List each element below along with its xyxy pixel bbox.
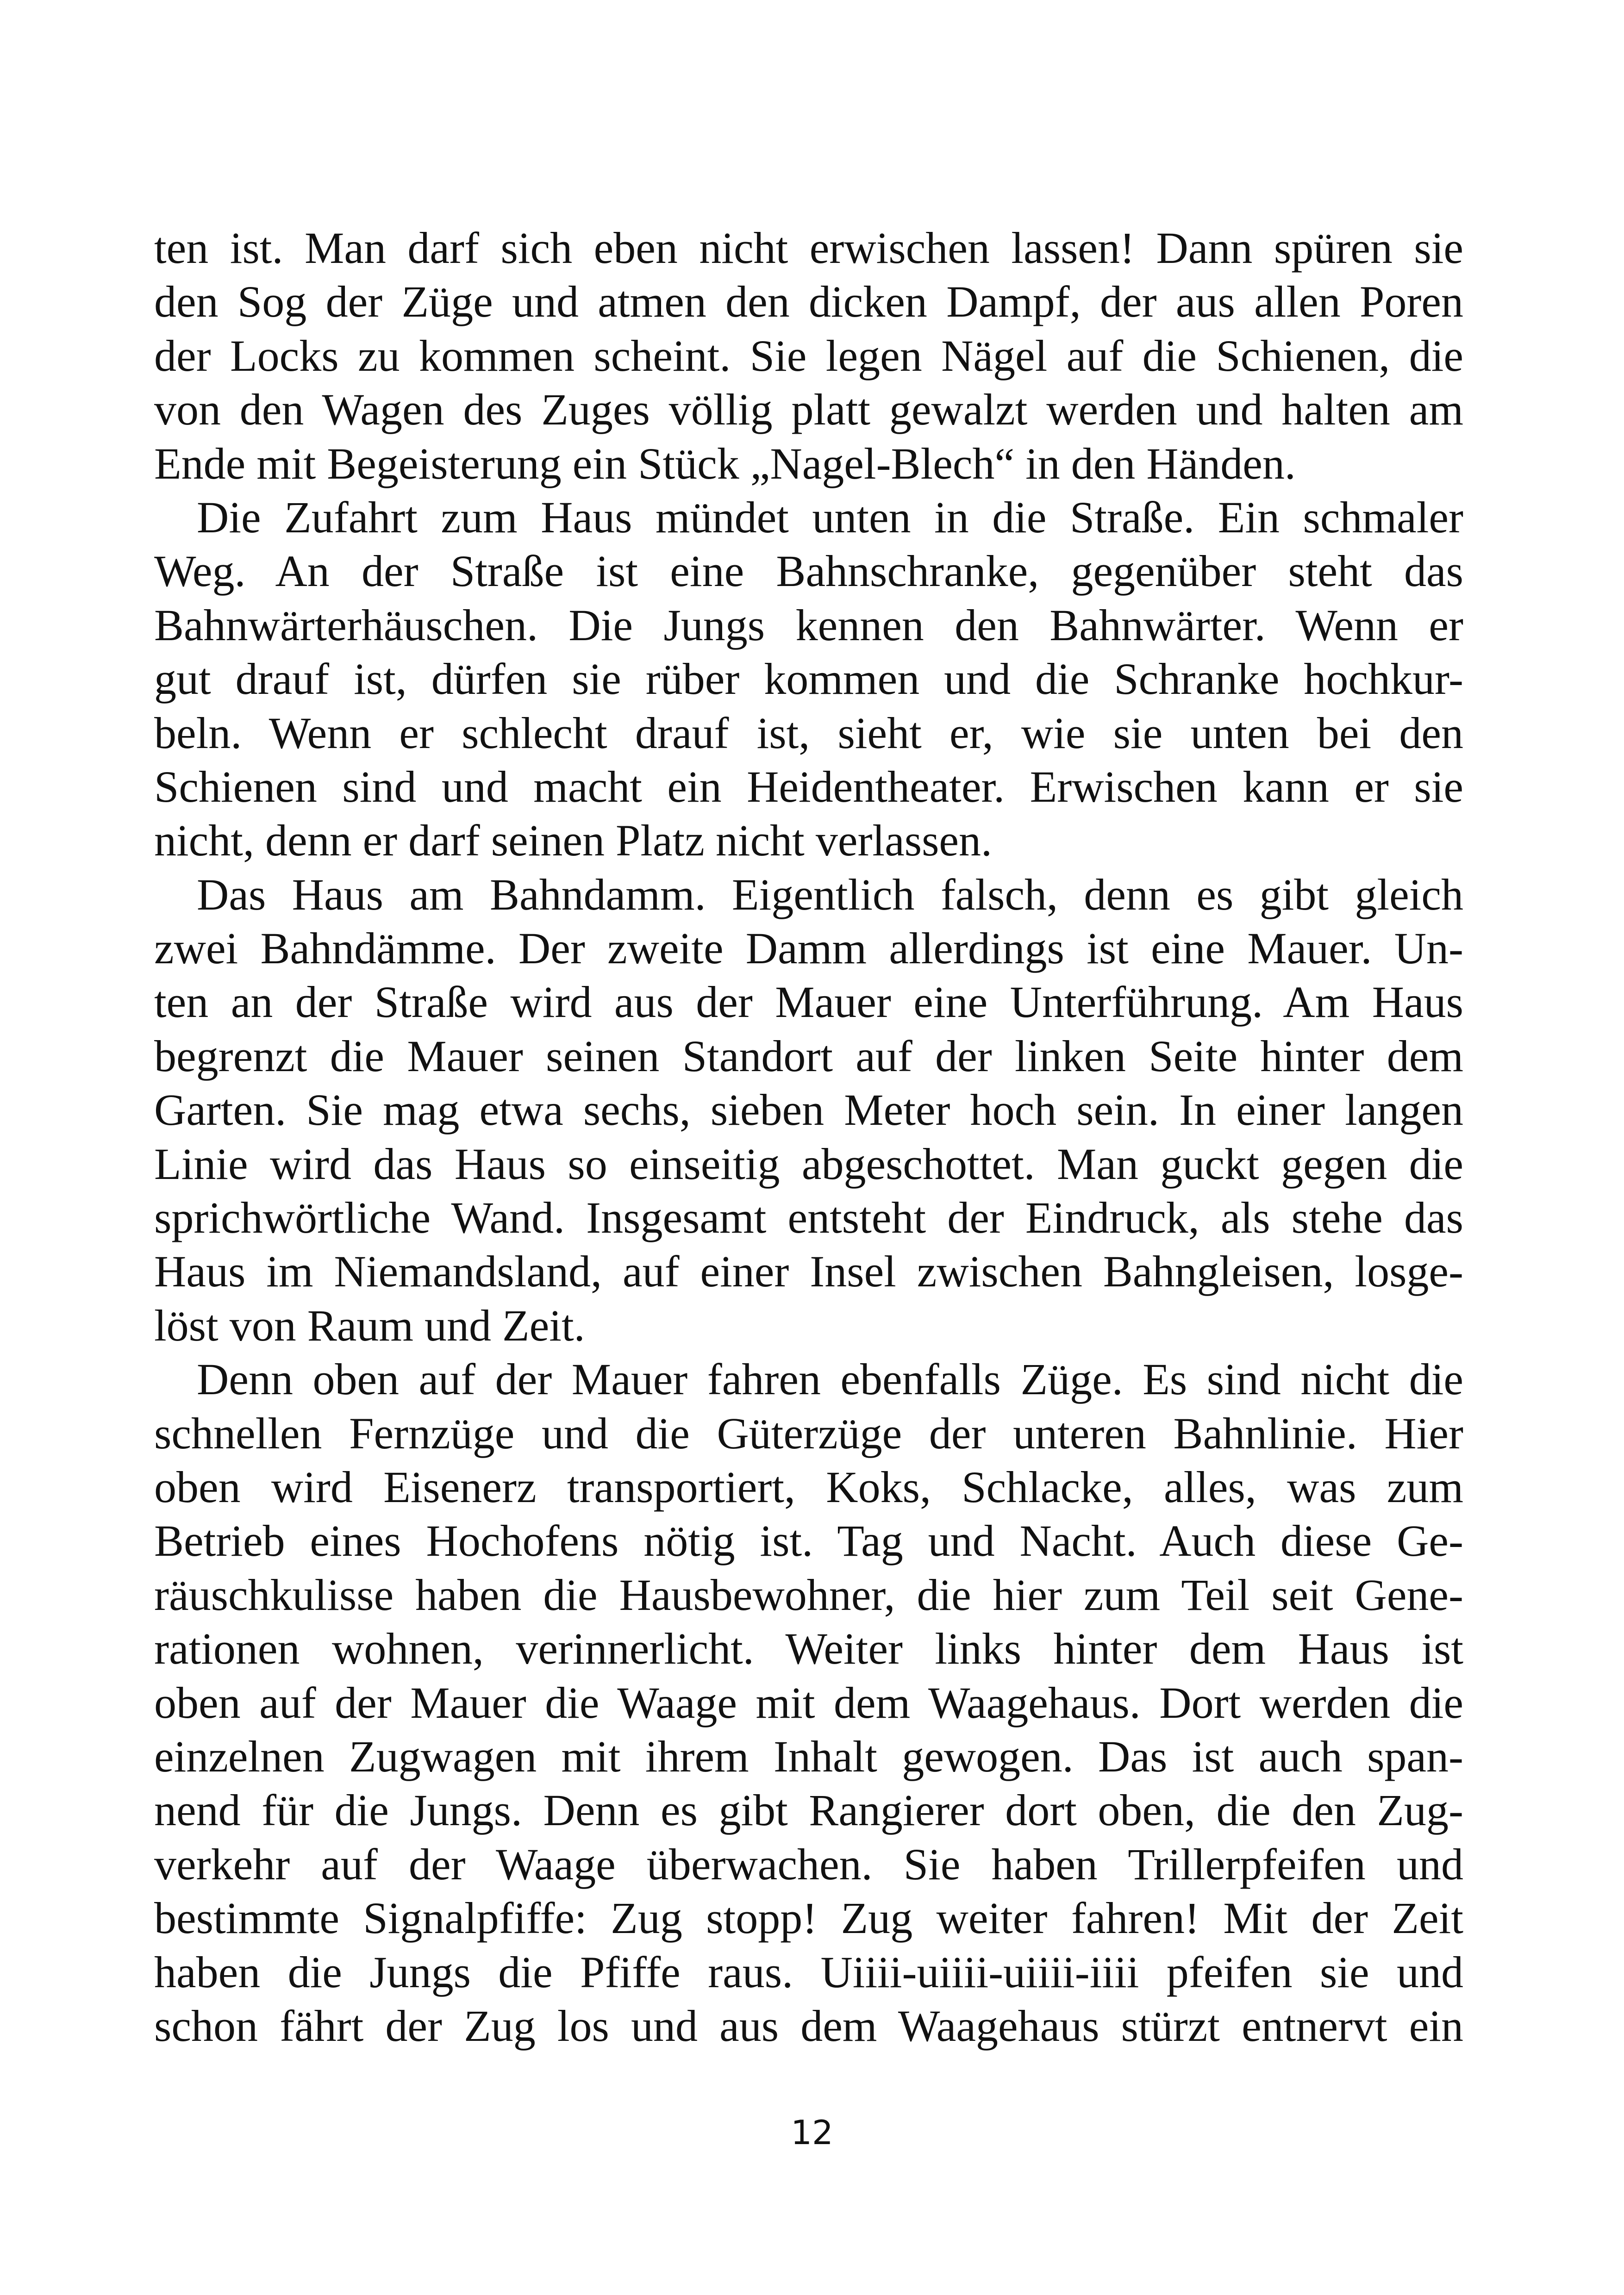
text-line: Denn oben auf der Mauer fahren ebenfalls Züge. Es sind nicht die	[197, 1354, 1463, 1404]
text-line: der Locks zu kommen scheint. Sie legen Nägel auf die Schienen, die	[154, 331, 1463, 380]
text-line: von den Wagen des Zuges völlig platt gewalzt werden und halten am	[154, 385, 1463, 435]
text-line: Linie wird das Haus so einseitig abgeschottet. Man guckt gegen die	[154, 1139, 1463, 1189]
text-line: Die Zufahrt zum Haus mündet unten in die Straße. Ein schmaler	[197, 492, 1463, 542]
paragraph-4	[154, 1353, 1463, 2053]
text-line: den Sog der Züge und atmen den dicken Dampf, der aus allen Poren	[154, 277, 1463, 327]
text-line: Haus im Niemandsland, auf einer Insel zwischen Bahngleisen, losge-	[154, 1247, 1463, 1297]
text-line: Schienen sind und macht ein Heidentheater. Erwischen kann er sie	[154, 761, 1463, 811]
text-line: begrenzt die Mauer seinen Standort auf der linken Seite hinter dem	[154, 1031, 1463, 1081]
text-line: verkehr auf der Waage überwachen. Sie haben Trillerpfeifen und	[154, 1839, 1463, 1889]
text-line: nicht, denn er darf seinen Platz nicht verlassen.	[154, 816, 993, 866]
text-line: rationen wohnen, verinnerlicht. Weiter links hinter dem Haus ist	[154, 1624, 1463, 1674]
paragraph-3	[154, 868, 1463, 1353]
text-line: beln. Wenn er schlecht drauf ist, sieht er, wie sie unten bei den	[154, 708, 1463, 758]
text-line: ten ist. Man darf sich eben nicht erwischen lassen! Dann spüren sie	[154, 223, 1463, 273]
text-line: Garten. Sie mag etwa sechs, sieben Meter hoch sein. In einer langen	[154, 1085, 1463, 1135]
text-line: schon fährt der Zug los und aus dem Waagehaus stürzt entnervt ein	[154, 2001, 1463, 2051]
text-line: löst von Raum und Zeit.	[154, 1300, 585, 1350]
text-line: nend für die Jungs. Denn es gibt Rangierer dort oben, die den Zug-	[154, 1785, 1463, 1835]
text-line: oben auf der Mauer die Waage mit dem Waagehaus. Dort werden die	[154, 1678, 1463, 1727]
text-line: bestimmte Signalpfiffe: Zug stopp! Zug weiter fahren! Mit der Zeit	[154, 1893, 1463, 1943]
text-line: Bahnwärterhäuschen. Die Jungs kennen den Bahnwärter. Wenn er	[154, 600, 1463, 650]
text-line: ten an der Straße wird aus der Mauer eine Unterführung. Am Haus	[154, 977, 1463, 1027]
body-text	[154, 221, 1463, 2053]
paragraph-1	[154, 221, 1463, 491]
text-line: haben die Jungs die Pfiffe raus. Uiiii-uiiii-uiiii-iiii pfeifen sie und	[154, 1947, 1463, 1997]
text-line: einzelnen Zugwagen mit ihrem Inhalt gewogen. Das ist auch span-	[154, 1731, 1463, 1781]
text-line: oben wird Eisenerz transportiert, Koks, Schlacke, alles, was zum	[154, 1462, 1463, 1512]
text-line: Das Haus am Bahndamm. Eigentlich falsch, denn es gibt gleich	[197, 869, 1463, 919]
text-line: gut drauf ist, dürfen sie rüber kommen und die Schranke hochkur-	[154, 654, 1463, 704]
text-line: Betrieb eines Hochofens nötig ist. Tag und Nacht. Auch diese Ge-	[154, 1516, 1463, 1566]
text-line: zwei Bahndämme. Der zweite Damm allerdings ist eine Mauer. Un-	[154, 923, 1463, 973]
paragraph-2	[154, 491, 1463, 868]
text-line: Ende mit Begeisterung ein Stück „Nagel-Blech“ in den Händen.	[154, 438, 1296, 488]
page-number: 12	[791, 2113, 833, 2152]
text-line: Weg. An der Straße ist eine Bahnschranke, gegenüber steht das	[154, 546, 1463, 596]
text-line: räuschkulisse haben die Hausbewohner, die hier zum Teil seit Gene-	[154, 1570, 1463, 1620]
text-line: schnellen Fernzüge und die Güterzüge der unteren Bahnlinie. Hier	[154, 1408, 1463, 1458]
text-line: sprichwörtliche Wand. Insgesamt entsteht der Eindruck, als stehe das	[154, 1193, 1463, 1243]
